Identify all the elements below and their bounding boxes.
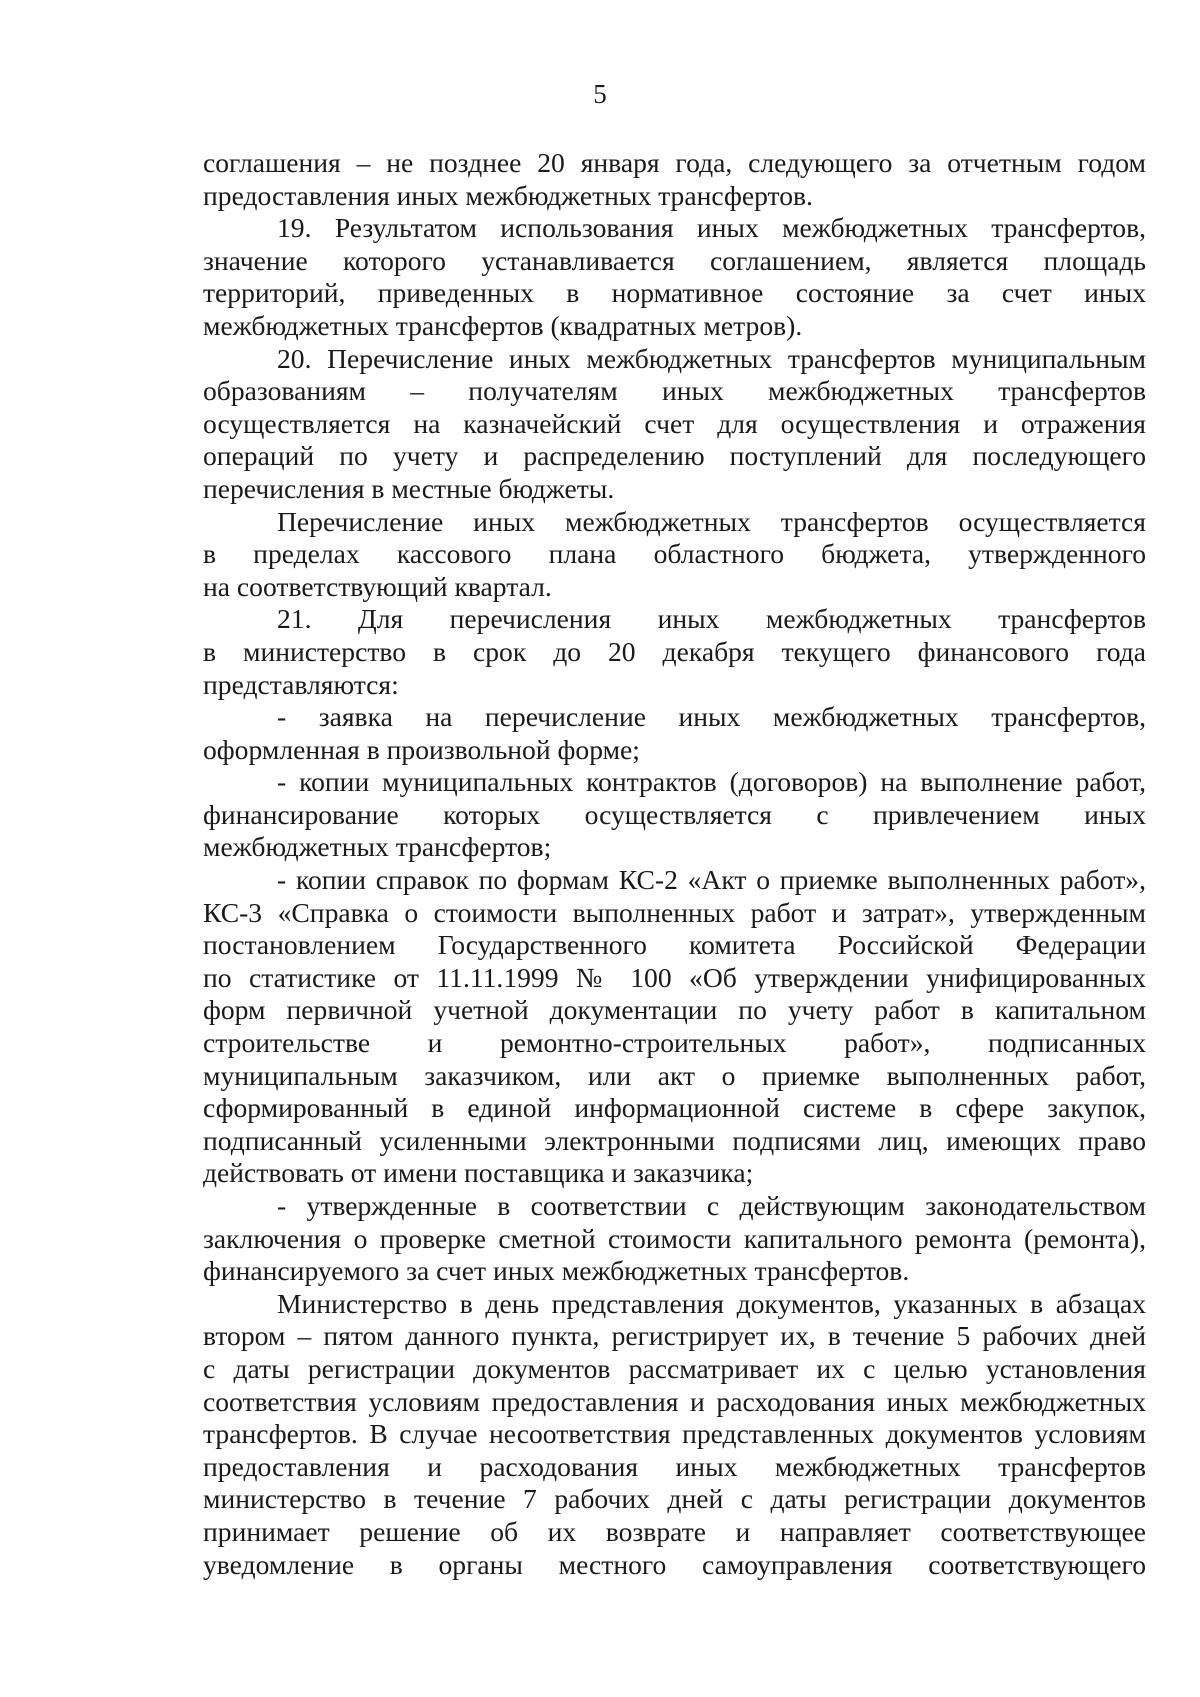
text-line: уведомление в органы местного самоуправления соответствующего [203,1548,1146,1580]
text-line: перечисления в местные бюджеты. [203,472,615,504]
text-line: предоставления иных межбюджетных трансфертов. [203,179,813,211]
text-line: сформированный в единой информационной системе в сфере закупок, [203,1092,1146,1124]
text-line: 20. Перечисление иных межбюджетных трансфертов муниципальным [277,342,1146,374]
text-line: подписанный усиленными электронными подписями лиц, имеющих право [203,1124,1146,1156]
paragraph [203,701,1146,766]
text-line: министерство в течение 7 рабочих дней с даты регистрации документов [203,1483,1146,1515]
text-line: межбюджетных трансфертов; [203,831,552,863]
paragraph [203,343,1146,506]
text-line: значение которого устанавливается соглашением, является площадь [203,244,1146,276]
text-line: - заявка на перечисление иных межбюджетных трансфертов, [277,701,1146,733]
text-line: Министерство в день представления документов, указанных в абзацах [277,1287,1146,1319]
paragraph [203,766,1146,864]
document-body [203,147,1146,1581]
text-line: соглашения – не позднее 20 января года, следующего за отчетным годом [203,147,1146,178]
text-line: на соответствующий квартал. [203,570,552,602]
paragraph [203,212,1146,342]
page-number: 5 [593,79,607,109]
text-line: предоставления и расходования иных межбюджетных трансфертов [203,1450,1146,1482]
text-line: КС-3 «Справка о стоимости выполненных работ и затрат», утвержденным [203,896,1146,928]
text-line: осуществляется на казначейский счет для осуществления и отражения [203,407,1146,439]
text-line: финансирование которых осуществляется с привлечением иных [203,798,1146,830]
text-line: принимает решение об их возврате и направляет соответствующее [203,1515,1146,1547]
text-line: с даты регистрации документов рассматривает их с целью установления [203,1352,1146,1384]
text-line: операций по учету и распределению поступлений для последующего [203,440,1146,472]
text-line: финансируемого за счет иных межбюджетных трансфертов. [203,1255,910,1287]
text-line: по статистике от 11.11.1999 № 100 «Об утверждении унифицированных [203,961,1146,993]
text-line: - утвержденные в соответствии с действующим законодательством [277,1190,1146,1221]
text-line: образованиям – получателям иных межбюджетных трансфертов [203,375,1146,407]
text-line: трансфертов. В случае несоответствия представленных документов условиям [203,1418,1146,1450]
text-line: территорий, приведенных в нормативное состояние за счет иных [203,277,1146,309]
paragraph [203,1288,1146,1581]
text-line: строительстве и ремонтно-строительных работ», подписанных [203,1027,1146,1059]
text-line: 19. Результатом использования иных межбюджетных трансфертов, [277,212,1146,244]
text-line: в пределах кассового плана областного бюджета, утвержденного [203,538,1146,570]
text-line: заключения о проверке сметной стоимости капитального ремонта (ремонта), [203,1222,1146,1254]
text-line: действовать от имени поставщика и заказчика; [203,1157,754,1189]
paragraph [203,864,1146,1190]
paragraph [203,506,1146,604]
text-line: межбюджетных трансфертов (квадратных метров). [203,309,803,341]
text-line: в министерство в срок до 20 декабря текущего финансового года [203,635,1146,667]
paragraph [203,147,1146,212]
text-line: постановлением Государственного комитета Российской Федерации [203,929,1146,961]
text-line: форм первичной учетной документации по учету работ в капитальном [203,994,1146,1026]
text-line: Перечисление иных межбюджетных трансфертов осуществляется [277,505,1146,537]
text-line: - копии справок по формам КС-2 «Акт о приемке выполненных работ», [277,864,1146,896]
text-line: 21. Для перечисления иных межбюджетных трансфертов [277,603,1146,635]
text-line: представляются: [203,668,399,700]
text-line: соответствия условиям предоставления и расходования иных межбюджетных [203,1385,1146,1417]
text-line: - копии муниципальных контрактов (договоров) на выполнение работ, [277,766,1146,798]
paragraph [203,603,1146,701]
text-line: муниципальным заказчиком, или акт о приемке выполненных работ, [203,1059,1146,1091]
paragraph [203,1190,1146,1288]
text-line: втором – пятом данного пункта, регистрирует их, в течение 5 рабочих дней [203,1320,1146,1352]
text-line: оформленная в произвольной форме; [203,733,640,765]
